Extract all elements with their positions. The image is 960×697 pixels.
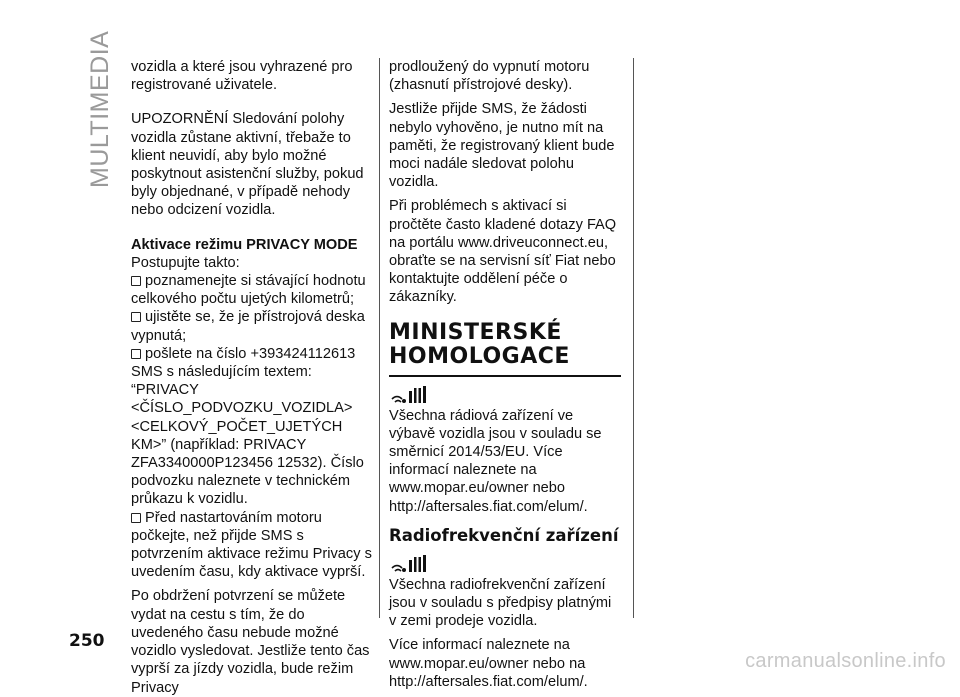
radio-equipment-icon bbox=[389, 554, 621, 576]
page-number: 250 bbox=[69, 631, 105, 651]
checkbox-bullet-icon bbox=[131, 276, 141, 286]
paragraph: prodloužený do vypnutí motoru (zhasnutí přístrojové desky). bbox=[389, 59, 590, 94]
paragraph: Po obdržení potvrzení se můžete vydat na cestu s tím, že do uvedeného času nebude možné vozidlo vysledovat. Jestliže tento čas vyprší za jízdy vozidla, bude režim Privacy bbox=[131, 588, 370, 696]
column-divider bbox=[633, 58, 634, 618]
list-item: poznamenejte si stávající hodnotu celkového počtu ujetých kilometrů; bbox=[131, 273, 366, 308]
paragraph: Všechna radiofrekvenční zařízení jsou v souladu s předpisy platnými v zemi prodeje vozidla. bbox=[389, 576, 612, 630]
chapter-title: MULTIMEDIA bbox=[86, 30, 114, 188]
list-item: pošlete na číslo +393424112613 SMS s následujícím textem: “PRIVACY <ČÍSLO_PODVOZKU_VOZIDLA> <CELKOVÝ_POČET_UJETÝCH KM>” (například: PRIVACY ZFA3340000P123456 12532). Číslo podvozku naleznete v technickém průkazu k vozidlu. bbox=[131, 345, 364, 508]
paragraph: Postupujte takto: bbox=[131, 254, 240, 271]
radio-equipment-icon bbox=[389, 385, 621, 407]
section-heading: Aktivace režimu PRIVACY MODE bbox=[131, 236, 358, 253]
warning-paragraph: UPOZORNĚNÍ Sledování polohy vozidla zůstane aktivní, třebaže to klient neuvidí, aby bylo možné poskytnout asistenční služby, pokud byly objednané, v případě nehody nebo odcizení vozidla. bbox=[131, 111, 364, 219]
list-item: Před nastartováním motoru počkejte, než přijde SMS s potvrzením aktivace režimu Privacy s uvedením času, kdy aktivace vyprší. bbox=[131, 509, 372, 581]
checkbox-bullet-icon bbox=[131, 513, 141, 523]
paragraph: Více informací naleznete na www.mopar.eu/owner nebo na http://aftersales.fiat.com/elum/. bbox=[389, 637, 588, 690]
watermark: carmanualsonline.info bbox=[745, 650, 946, 672]
paragraph: Jestliže přijde SMS, že žádosti nebylo vyhověno, je nutno mít na paměti, že registrovaný klient bude moci nadále sledovat polohu vozidla. bbox=[389, 101, 615, 191]
checkbox-bullet-icon bbox=[131, 312, 141, 322]
left-column bbox=[131, 58, 376, 697]
subsection-title: Radiofrekvenční zařízení bbox=[389, 525, 619, 545]
column-divider bbox=[379, 58, 380, 618]
paragraph: vozidla a které jsou vyhrazené pro registrované uživatele. bbox=[131, 59, 353, 94]
right-column bbox=[389, 58, 621, 691]
checkbox-bullet-icon bbox=[131, 349, 141, 359]
paragraph: Všechna rádiová zařízení ve výbavě vozidla jsou v souladu se směrnicí 2014/53/EU. Více informací naleznete na www.mopar.eu/owner nebo http://aftersales.fiat.com/elum/. bbox=[389, 407, 602, 515]
list-item: ujistěte se, že je přístrojová deska vypnutá; bbox=[131, 309, 365, 344]
section-title: MINISTERSKÉ HOMOLOGACE bbox=[389, 321, 621, 377]
paragraph: Při problémech s aktivací si pročtěte často kladené dotazy FAQ na portálu www.driveuconnect.eu, obraťte se na servisní síť Fiat nebo kontaktujte oddělení péče o zákazníky. bbox=[389, 198, 617, 306]
